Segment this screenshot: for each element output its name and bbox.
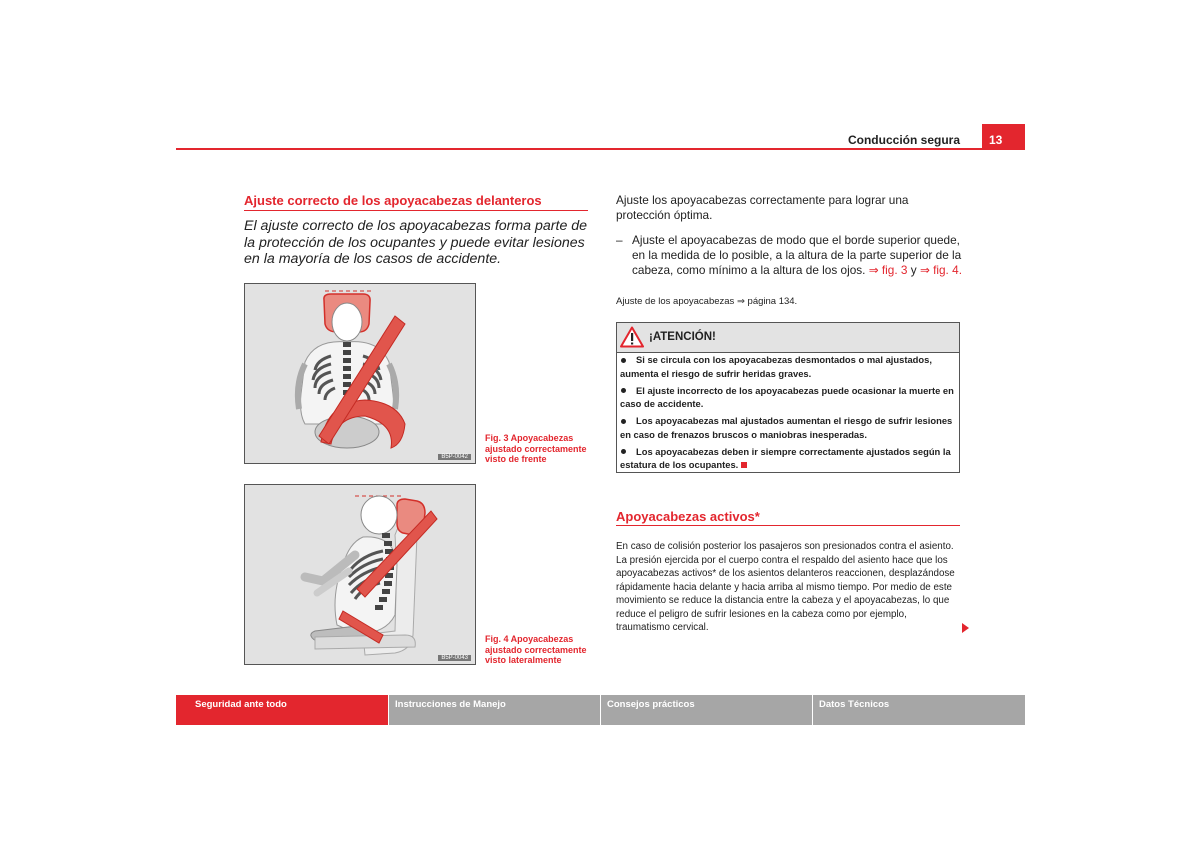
running-header-title: Conducción segura [847,133,960,147]
bullet-icon [621,449,626,454]
section-heading-rule [244,210,588,211]
ref-conjunction: y [910,263,917,277]
figure-code: B5P-0042 [438,454,471,460]
page-number-badge [982,124,1025,148]
headrest-side-illustration [245,485,475,664]
warning-box [616,322,960,473]
figure-3-link[interactable]: ⇒ fig. 3 [868,263,908,277]
cross-reference: Ajuste de los apoyacabezas ⇒ página 134. [616,296,798,307]
instruction-step [632,233,962,278]
warning-list [620,353,958,475]
warning-item [620,414,958,441]
section-intro: El ajuste correcto de los apoyacabezas forma parte de la protección de los ocupantes y puede evitar lesiones en la mayoría de los casos de accidente. [244,218,588,267]
warning-item-text: Si se circula con los apoyacabezas desmontados o mal ajustados, aumenta el riesgo de sufrir heridas graves. [620,354,932,379]
section-heading: Apoyacabezas activos* [616,509,760,524]
warning-item-text: Los apoyacabezas deben ir siempre correctamente ajustados según la estatura de los ocupantes. [620,445,951,470]
body-paragraph: En caso de colisión posterior los pasajeros son presionados contra el asiento. La presión ejercida por el cuerpo contra el respaldo del asiento hace que los apoyacabezas activos* de los asientos delanteros reaccionen, desplazándose rápidamente hacia delante y hacia arriba al mismo tiempo. Por medio de este movimiento se reduce la distancia entre la cabeza y el apoyacabezas, lo que reduce el peligro de sufrir lesiones en la cabeza como por ejemplo, traumatismo cervical. [616,541,955,633]
section-heading: Ajuste correcto de los apoyacabezas delanteros [244,193,542,208]
footer-tab-instrucciones[interactable]: Instrucciones de Manejo [389,695,600,725]
ref-period: . [958,263,962,277]
footer-tab-seguridad[interactable]: Seguridad ante todo [176,695,388,725]
body-paragraph: Ajuste los apoyacabezas correctamente para lograr una protección óptima. [616,193,909,222]
figure-caption: Fig. 4 Apoyacabezas ajustado correctamente visto lateralmente [485,634,587,665]
warning-header [617,323,959,353]
page-number: 13 [989,133,1003,147]
header-rule [176,148,1025,150]
figure-headrest-side [244,484,476,665]
headrest-front-illustration [245,284,475,463]
warning-item [620,445,958,472]
end-of-section-icon [741,462,747,468]
figure-caption: Fig. 3 Apoyacabezas ajustado correctamente visto de frente [485,433,587,464]
figure-4-link[interactable]: ⇒ fig. 4 [919,263,959,277]
bullet-icon [621,358,626,363]
footer-tab-consejos[interactable]: Consejos prácticos [601,695,812,725]
figure-headrest-front [244,283,476,464]
footer-navigation [176,695,1025,725]
bullet-icon [621,419,626,424]
warning-item-text: El ajuste incorrecto de los apoyacabezas puede ocasionar la muerte en caso de accidente. [620,384,954,409]
section-heading-rule [616,525,960,526]
list-dash: – [616,233,623,247]
warning-title: ¡ATENCIÓN! [649,331,716,343]
warning-item-text: Los apoyacabezas mal ajustados aumentan el riesgo de sufrir lesiones en caso de frenazos bruscos o maniobras inesperadas. [620,415,953,440]
figure-code: B5P-0043 [438,655,471,661]
warning-item [620,384,958,411]
footer-tab-datos[interactable]: Datos Técnicos [813,695,1025,725]
warning-item [620,353,958,380]
instruction-text: Ajuste el apoyacabezas de modo que el borde superior quede, en la medida de lo posible, a la altura de la parte superior de la cabeza, como mínimo a la altura de los ojos. [632,233,962,277]
continue-arrow-icon [962,623,969,633]
warning-triangle-icon [620,326,644,348]
bullet-icon [621,388,626,393]
